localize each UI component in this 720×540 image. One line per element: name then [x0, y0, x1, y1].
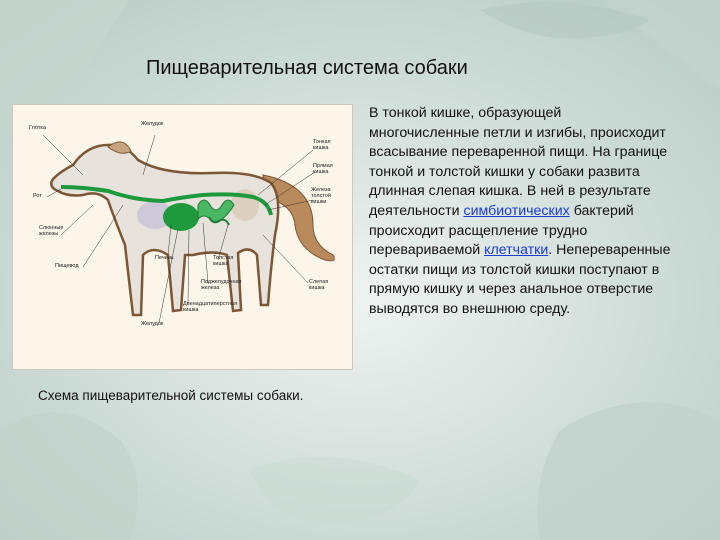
text-line [369, 163, 711, 183]
label-zheludok-top: Желудок [141, 121, 164, 127]
text-segment: перевариваемой [369, 242, 485, 259]
text-line [369, 241, 711, 261]
text-segment: тонкой и толстой кишки у собаки развита [369, 163, 640, 180]
text-segment: длинная слепая кишка. В ней в результате [369, 183, 651, 200]
label-slepaya-kishka: Слепая кишка [309, 279, 329, 291]
slide-title: Пищеварительная система собаки [146, 57, 468, 79]
term-link[interactable]: симбиотических [463, 202, 570, 219]
label-tolstaya-kishka: Толстая кишка [213, 255, 234, 267]
text-segment: многочисленные петли и изгибы, происходит [369, 124, 666, 141]
text-line [369, 104, 711, 124]
label-zheludok-bottom: Желудок [141, 321, 164, 327]
text-segment: прямую кишку и через анальное отверстие [369, 281, 654, 298]
text-line [369, 280, 711, 300]
text-segment: остатки пищи из толстой кишки поступают в [369, 261, 660, 278]
text-line [369, 182, 711, 202]
stomach-shape [163, 203, 199, 231]
label-zheleza: Железа толстой кишки [311, 187, 331, 205]
text-segment: происходит расщепление трудно [369, 222, 588, 239]
text-segment: всасывание переваренной пищи. На границе [369, 144, 668, 161]
label-dvenadtsatiperstnaya: Двенадцатиперстная кишка [183, 301, 238, 313]
label-pishchevod: Пищевод [55, 263, 79, 269]
text-segment: бактерий [569, 202, 634, 219]
label-slyunnye-zhelezy: Слюнные железы [39, 225, 64, 237]
text-line [369, 124, 711, 144]
text-segment: деятельности [369, 202, 464, 219]
text-line [369, 261, 711, 281]
label-glotka: Глотка [29, 125, 46, 131]
text-line [369, 300, 711, 320]
label-pechen: Печень [155, 255, 174, 261]
text-segment: выводятся во внешнюю среду. [369, 300, 571, 317]
term-link[interactable]: клетчатки [484, 242, 549, 259]
description-text [369, 104, 711, 320]
label-rot: Рот [33, 193, 42, 199]
digestive-system-diagram [12, 104, 353, 370]
figure-caption: Схема пищеварительной системы собаки. [38, 388, 304, 403]
label-podzheludochnaya: Поджелудочная железа [201, 279, 242, 291]
text-line [369, 202, 711, 222]
text-segment: В тонкой кишке, образующей [369, 105, 562, 121]
label-pryamaya-kishka: Прямая кишка [313, 163, 333, 175]
dog-anatomy-illustration [13, 105, 352, 369]
text-segment: . Непереваренные [548, 242, 671, 259]
label-tonkaya-kishka: Тонкая кишка [313, 139, 331, 151]
text-line [369, 222, 711, 242]
text-line [369, 143, 711, 163]
